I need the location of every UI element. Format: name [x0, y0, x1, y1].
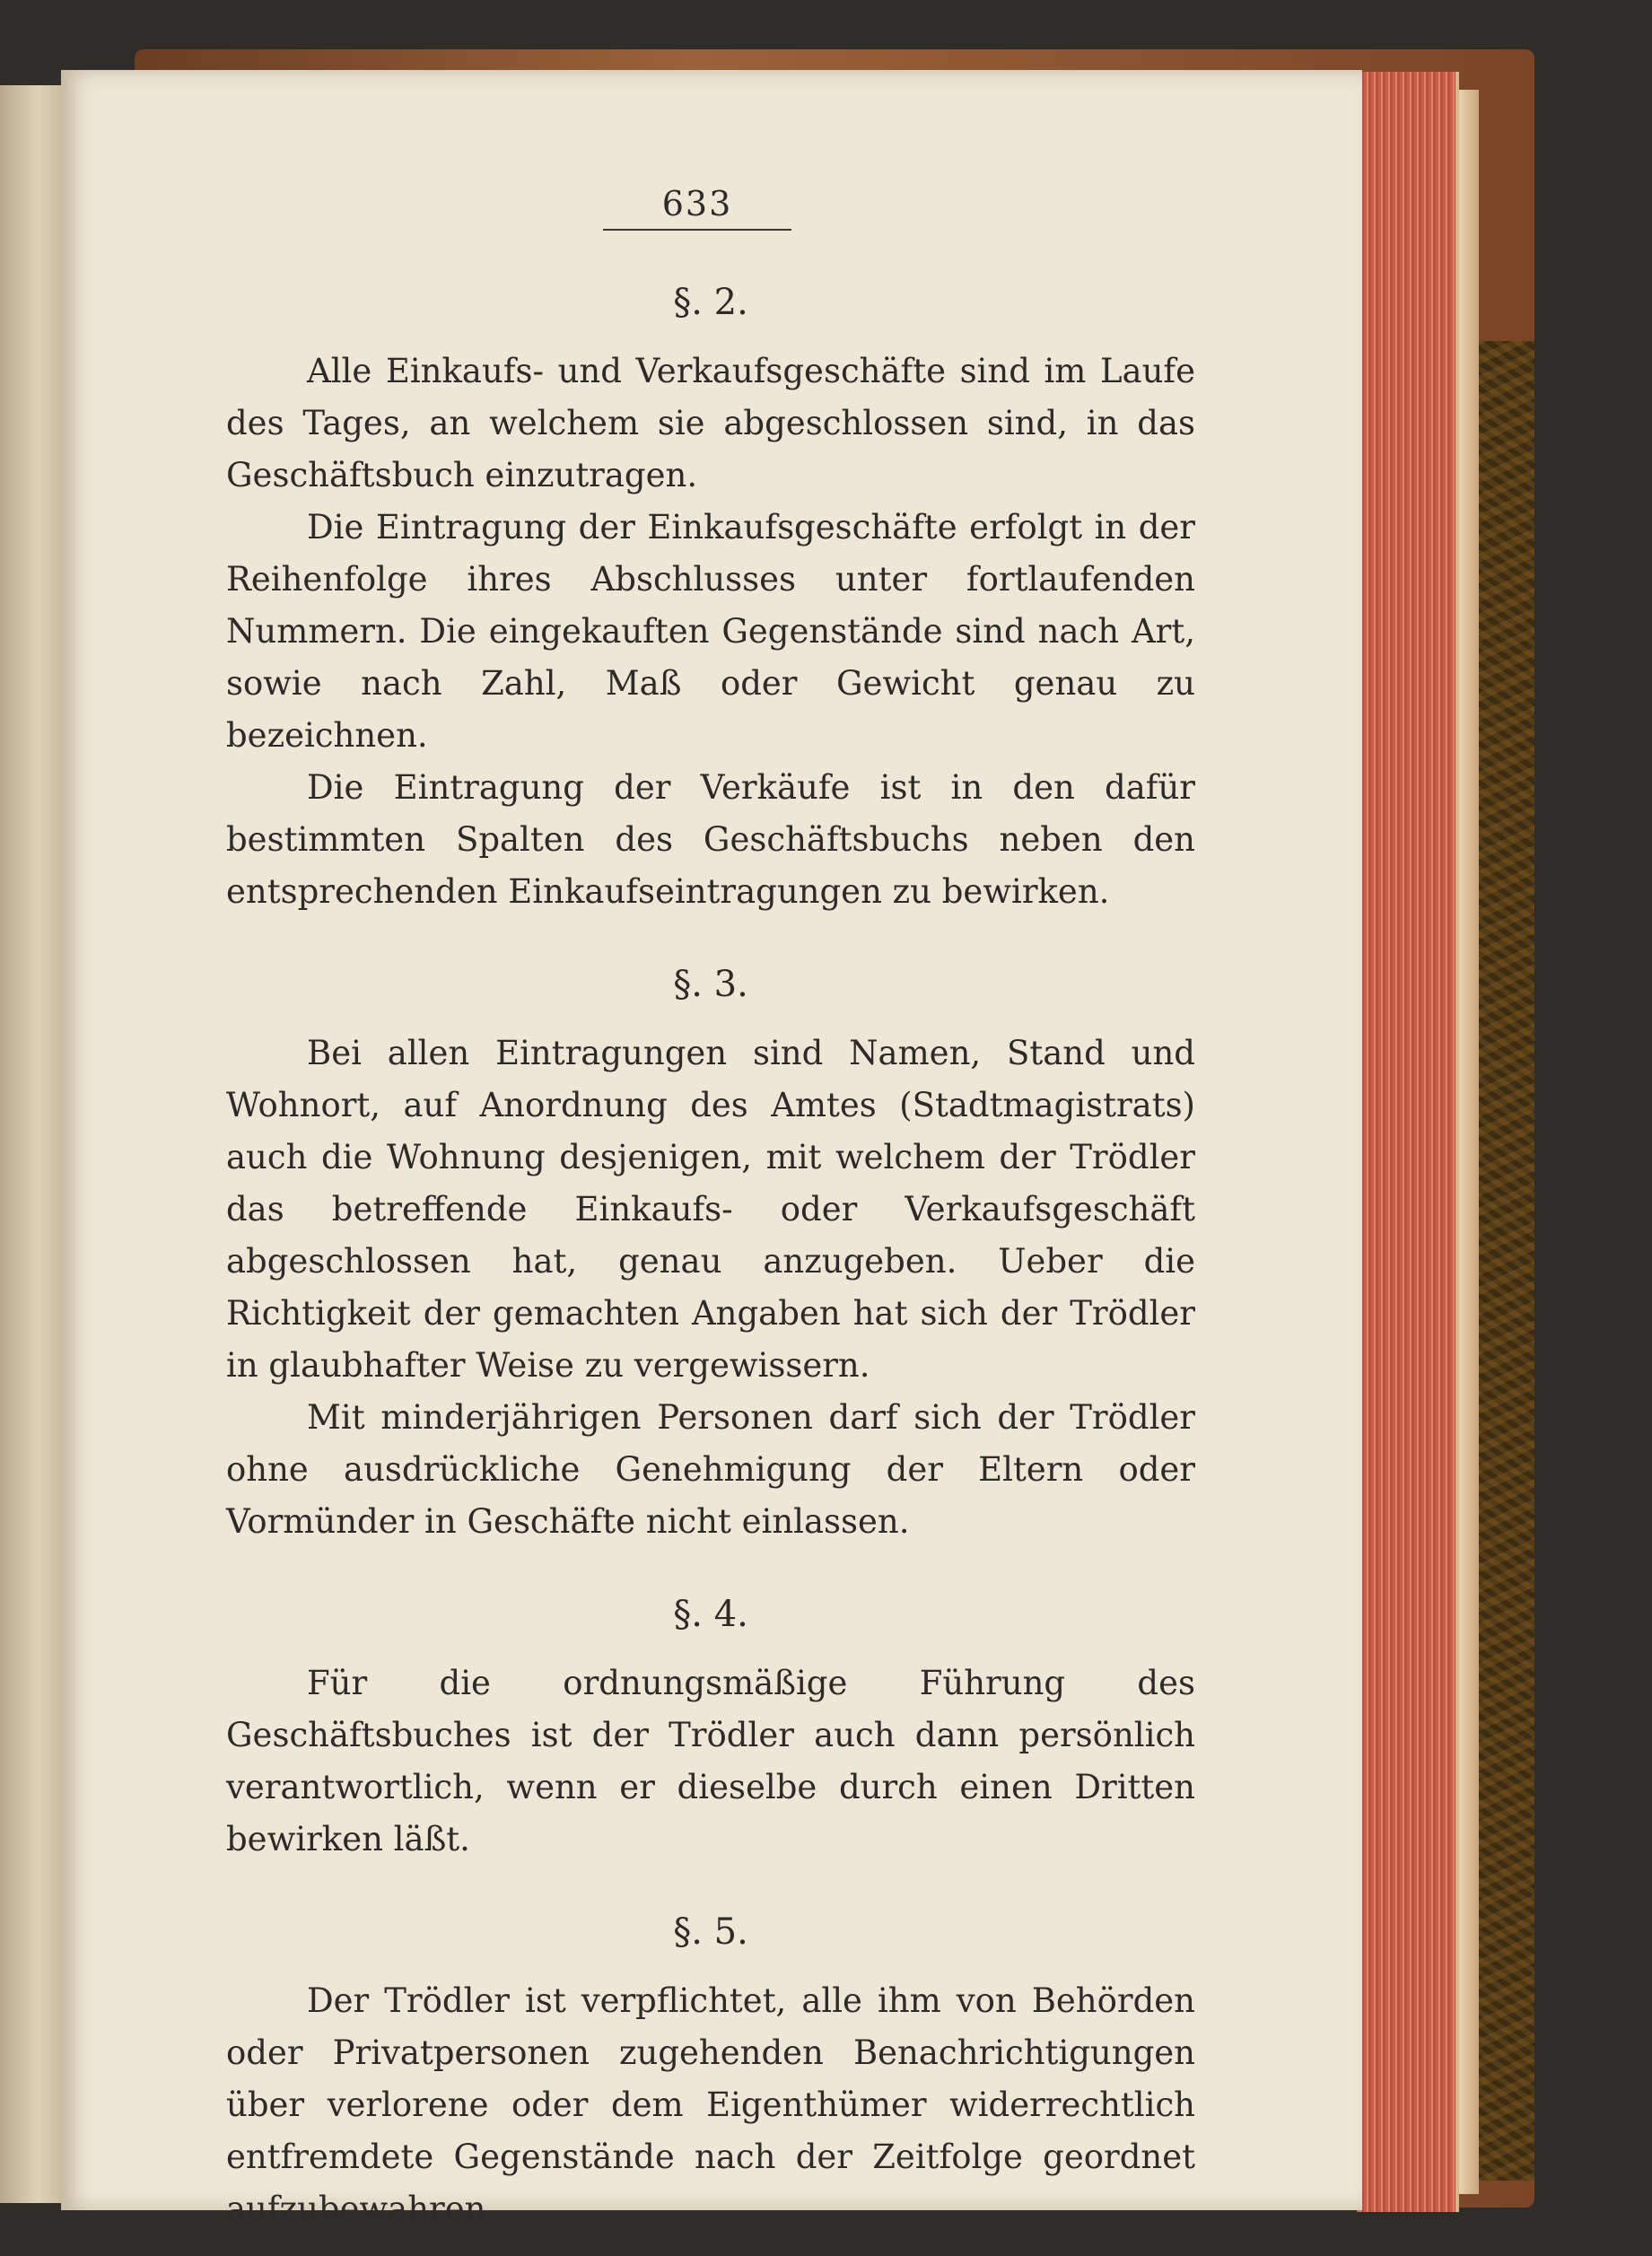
- section-heading: §. 5.: [673, 1911, 748, 1953]
- left-page-edge: [0, 85, 63, 2203]
- section-3: [226, 957, 1195, 1548]
- paragraph: Mit minderjährigen Personen darf sich der Trödler ohne ausdrückliche Genehmigung der Eltern oder Vormünder in Geschäfte nicht einlassen.: [226, 1398, 1195, 1541]
- paragraph: Die Eintragung der Einkaufsgeschäfte erfolgt in der Reihenfolge ihres Abschlusses unter fortlaufenden Nummern. Die eingekauften Gegenstände sind nach Art, sowie nach Zahl, Maß oder Gewicht genau zu bezeichnen.: [226, 508, 1195, 755]
- paragraph: Alle Einkaufs- und Verkaufsgeschäfte sind im Laufe des Tages, an welchem sie abgeschlossen sind, in das Geschäftsbuch einzutragen.: [226, 352, 1195, 494]
- section-heading: §. 3.: [673, 964, 748, 1005]
- marbled-board: [1472, 341, 1534, 2181]
- section-heading: §. 2.: [673, 282, 748, 323]
- paragraph: Für die ordnungsmäßige Führung des Geschäftsbuches ist der Trödler auch dann persönlich verantwortlich, wenn er dieselbe durch einen Dritten bewirken läßt.: [226, 1664, 1195, 1858]
- section-2: [226, 275, 1195, 918]
- paragraph: Die Eintragung der Verkäufe ist in den dafür bestimmten Spalten des Geschäftsbuchs neben den entsprechenden Einkaufseintragungen zu bewirken.: [226, 768, 1195, 911]
- section-heading: §. 4.: [673, 1594, 748, 1635]
- section-4: [226, 1587, 1195, 1866]
- page-fore-edge: [1357, 72, 1459, 2212]
- page-number: 633: [603, 184, 791, 231]
- paragraph: Der Trödler ist verpflichtet, alle ihm von Behörden oder Privatpersonen zugehenden Benachrichtigungen über verlorene oder dem Eigenthümer widerrechtlich entfremdete Gegenstände nach der Zeitfolge geordnet aufzubewahren.: [226, 1981, 1195, 2228]
- page-text: [226, 184, 1195, 2235]
- section-5: [226, 1905, 1195, 2235]
- paragraph: Bei allen Eintragungen sind Namen, Stand und Wohnort, auf Anordnung des Amtes (Stadtmagistrats) auch die Wohnung desjenigen, mit welchem der Trödler das betreffende Einkaufs- oder Verkaufsgeschäft abgeschlossen hat, genau anzugeben. Ueber die Richtigkeit der gemachten Angaben hat sich der Trödler in glaubhafter Weise zu vergewissern.: [226, 1034, 1195, 1385]
